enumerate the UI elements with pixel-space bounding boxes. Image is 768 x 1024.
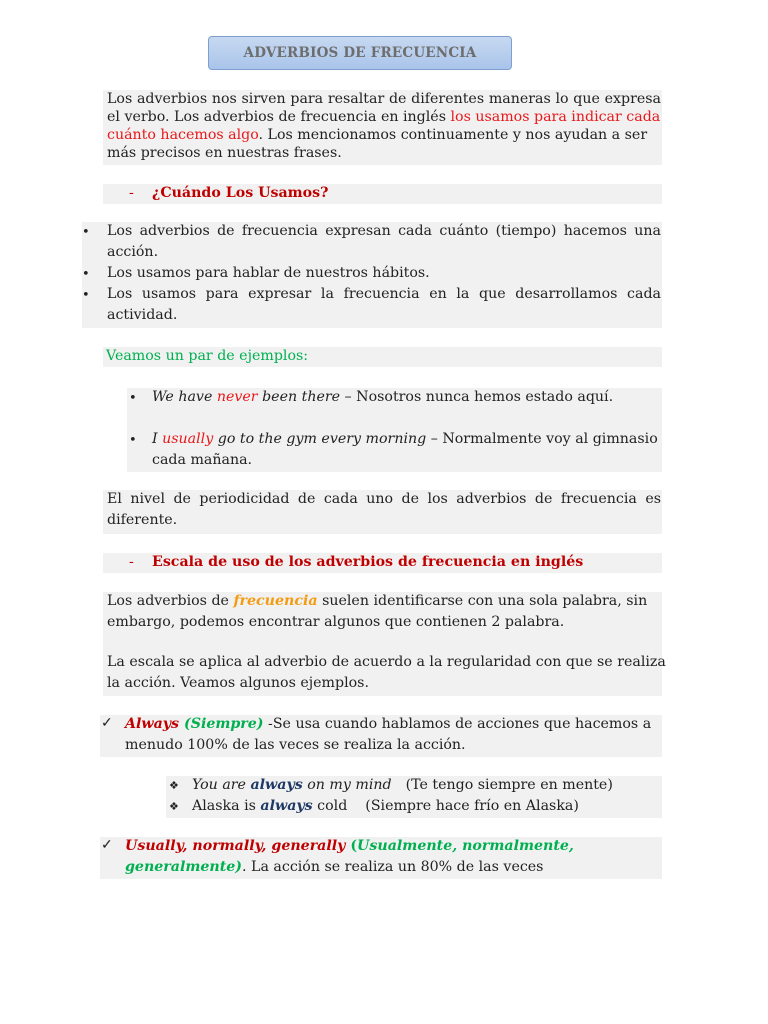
- example-1: [152, 389, 613, 405]
- uses-item-1-line-2: acción.: [107, 244, 159, 260]
- scale-paragraphs: [103, 592, 666, 696]
- scale-line-3: La escala se aplica al adverbio de acuerdo a la regularidad con que se realiza: [107, 654, 666, 670]
- intro-text: el verbo. Los adverbios de frecuencia en inglés: [107, 109, 451, 125]
- heading-dash: -: [129, 554, 134, 570]
- examples-intro: [103, 347, 662, 367]
- bullet: •: [129, 433, 137, 448]
- periodicity-line-1: El nivel de periodicidad de cada uno de los adverbios de frecuencia es: [107, 491, 661, 507]
- adverb-translation: (Siempre): [179, 716, 264, 732]
- heading-text: Escala de uso de los adverbios de frecuencia en inglés: [152, 554, 584, 570]
- usually-line-2: [125, 859, 543, 875]
- example-english: You are: [192, 777, 251, 793]
- periodicity-paragraph: [103, 490, 662, 534]
- checkmark-icon: ✓: [101, 837, 113, 853]
- adverb-word: Usually, normally, generally: [125, 838, 346, 854]
- intro-highlight: los usamos para indicar cada: [450, 109, 661, 125]
- example-2-line-2: cada mañana.: [152, 452, 253, 468]
- example-english: cold: [312, 798, 348, 814]
- always-item: [100, 715, 662, 757]
- example-2: [152, 431, 658, 447]
- example-english: go to the gym every morning: [213, 431, 427, 447]
- scale-line-1: [107, 593, 647, 609]
- always-line-2: menudo 100% de las veces se realiza la acción.: [125, 737, 466, 753]
- example-english: been there: [257, 389, 341, 405]
- example-translation: (Te tengo siempre en mente): [405, 777, 613, 793]
- always-example-1: [192, 777, 613, 793]
- uses-item-3-line-2: actividad.: [107, 307, 178, 323]
- bullet: •: [82, 225, 90, 240]
- intro-highlight: cuánto hacemos algo: [107, 127, 259, 143]
- example-translation: (Siempre hace frío en Alaska): [365, 798, 579, 814]
- intro-text: . Los mencionamos continuamente y nos ayudan a ser: [258, 127, 648, 143]
- intro-line-4: más precisos en nuestras frases.: [107, 145, 342, 161]
- adverb-word: Always: [125, 716, 180, 732]
- example-english: We have: [152, 389, 217, 405]
- adverb-paren: (: [345, 838, 358, 854]
- examples-intro-text: Veamos un par de ejemplos:: [106, 348, 309, 364]
- heading-dash: -: [129, 185, 134, 201]
- example-translation: – Normalmente voy al gimnasio: [426, 431, 658, 447]
- usually-line-1: [125, 838, 574, 854]
- section-heading-when: [103, 184, 662, 204]
- scale-line-2: embargo, podemos encontrar algunos que contienen 2 palabra.: [107, 614, 565, 630]
- adverb-translation: generalmente): [125, 859, 242, 875]
- example-translation: – Nosotros nunca hemos estado aquí.: [340, 389, 614, 405]
- scale-line-4: la acción. Veamos algunos ejemplos.: [107, 675, 369, 691]
- example-adverb: usually: [162, 431, 214, 447]
- example-adverb: never: [216, 389, 258, 405]
- scale-highlight: frecuencia: [233, 593, 318, 609]
- uses-list: [82, 222, 662, 328]
- bullet: •: [82, 267, 90, 282]
- uses-item-2: Los usamos para hablar de nuestros hábitos.: [107, 265, 430, 281]
- adverb-translation: Usualmente, normalmente,: [357, 838, 574, 854]
- bullet: •: [129, 391, 137, 406]
- bullet: •: [82, 288, 90, 303]
- always-line-1: [125, 716, 651, 732]
- checkmark-icon: ✓: [101, 715, 113, 731]
- adverb-description: -Se usa cuando hablamos de acciones que hacemos a: [263, 716, 652, 732]
- document-title: ADVERBIOS DE FRECUENCIA: [208, 36, 512, 70]
- always-examples: [166, 776, 662, 818]
- example-english: Alaska is: [192, 798, 261, 814]
- examples-list: [127, 388, 662, 472]
- example-adverb: always: [250, 777, 303, 793]
- diamond-bullet-icon: ❖: [169, 800, 179, 813]
- heading-text: ¿Cuándo Los Usamos?: [152, 185, 329, 201]
- example-english: on my mind: [302, 777, 392, 793]
- usually-item: [100, 837, 662, 879]
- section-heading-scale: [103, 553, 662, 573]
- scale-text: Los adverbios de: [107, 593, 234, 609]
- uses-item-1-line-1: Los adverbios de frecuencia expresan cada cuánto (tiempo) hacemos una: [107, 223, 661, 239]
- periodicity-line-2: diferente.: [107, 512, 178, 528]
- uses-item-3-line-1: Los usamos para expresar la frecuencia en la que desarrollamos cada: [107, 286, 661, 302]
- intro-line-1: Los adverbios nos sirven para resaltar de diferentes maneras lo que expresa: [107, 91, 661, 107]
- intro-paragraph: [103, 90, 662, 165]
- example-english: I: [152, 431, 163, 447]
- diamond-bullet-icon: ❖: [169, 779, 179, 792]
- adverb-description: . La acción se realiza un 80% de las veces: [242, 859, 544, 875]
- example-adverb: always: [260, 798, 313, 814]
- scale-text: suelen identificarse con una sola palabra, sin: [317, 593, 648, 609]
- intro-line-3: [107, 127, 647, 143]
- intro-line-2: [107, 109, 660, 125]
- always-example-2: [192, 798, 579, 814]
